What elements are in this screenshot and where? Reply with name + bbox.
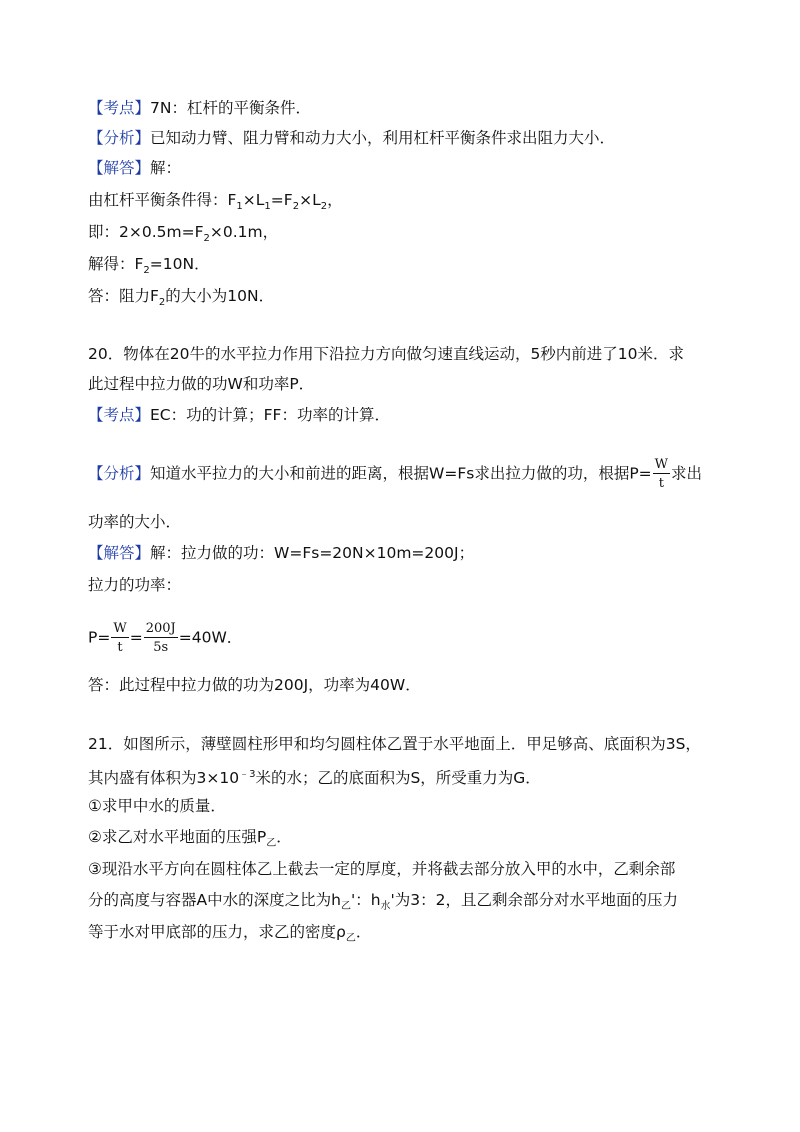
q19-kaodian-line <box>88 97 311 119</box>
fraction-200j-over-5s <box>144 622 178 654</box>
q20-answer: 答：此过程中拉力做的功为200J，功率为40W． <box>88 676 421 694</box>
step3-end: =10N． <box>149 255 210 273</box>
sub: 乙 <box>266 838 277 850</box>
fenxi-text: 知道水平拉力的大小和前进的距离，根据W=Fs求出拉力做的功，根据P= <box>150 464 652 483</box>
q21-item2 <box>88 826 292 855</box>
fenxi-tail: 求出 <box>671 464 703 483</box>
step1-prefix: 由杠杆平衡条件得：F <box>88 191 237 209</box>
step2-prefix: 即：2×0.5m=F <box>88 223 204 241</box>
answer-end: 的大小为10N． <box>165 287 275 305</box>
fraction-numerator: W <box>654 457 669 472</box>
sub: 乙 <box>340 901 351 913</box>
q20-fenxi-line <box>88 458 702 490</box>
item3-line3-a: 等于水对甲底部的压力，求乙的密度ρ <box>88 923 346 941</box>
step1-m2: =F <box>270 191 293 209</box>
sub: 2 <box>158 297 166 309</box>
kaodian-tag: 【考点】 <box>88 99 151 117</box>
fraction-denominator: t <box>117 640 123 655</box>
kaodian-text: 7N：杠杆的平衡条件． <box>150 99 311 117</box>
line2-prefix: 其内盛有体积为3×10 <box>88 769 240 788</box>
fraction-w-over-t <box>653 458 670 490</box>
step1-end: ， <box>327 191 343 209</box>
q21-item3-line3 <box>88 921 371 950</box>
jieda-tag: 【解答】 <box>88 159 151 177</box>
q21-stem-line2 <box>88 764 541 789</box>
sub: 2 <box>203 233 210 245</box>
item3-line2-b: '：h <box>350 891 381 909</box>
sub: 2 <box>143 265 150 277</box>
item2-end: ． <box>276 828 292 846</box>
fraction-denominator: t <box>658 476 664 491</box>
superscript: ﹣3 <box>239 769 256 780</box>
q19-fenxi-line <box>88 127 615 149</box>
q19-jieda-line <box>88 157 181 179</box>
q19-step1 <box>88 189 343 218</box>
q20-power-label: 拉力的功率： <box>88 576 182 594</box>
fraction-w-over-t <box>111 622 128 654</box>
q19-step3 <box>88 253 210 282</box>
q20-stem-line2: 此过程中拉力做的功W和功率P． <box>88 375 315 393</box>
fraction-numerator: W <box>113 621 127 636</box>
q21-stem-line1: 21．如图所示，薄壁圆柱形甲和均匀圆柱体乙置于水平地面上．甲足够高、底面积为3S， <box>88 735 701 753</box>
jieda-text: 解：拉力做的功：W=Fs=20N×10m=200J； <box>150 544 475 562</box>
kaodian-tag: 【考点】 <box>88 406 151 424</box>
q20-fenxi-line2: 功率的大小． <box>88 513 182 531</box>
item3-line3-end: ． <box>355 923 372 941</box>
answer-prefix: 答：阻力F <box>88 287 159 305</box>
step1-m1: ×L <box>242 191 265 209</box>
step2-end: ×0.1m， <box>209 223 279 241</box>
item3-line2-c: '为3：2，且乙剩余部分对水平地面的压力 <box>390 891 679 909</box>
fenxi-text: 已知动力臂、阻力臂和动力大小，利用杠杆平衡条件求出阻力大小． <box>150 129 616 147</box>
q20-kaodian-line <box>88 404 390 426</box>
kaodian-text: EC：功的计算；FF：功率的计算． <box>150 406 390 424</box>
step1-m3: ×L <box>299 191 321 209</box>
q21-item1: ①求甲中水的质量． <box>88 797 226 815</box>
formula-equals: = <box>129 628 143 647</box>
q20-jieda-line <box>88 542 474 564</box>
fenxi-tag: 【分析】 <box>88 464 151 483</box>
jieda-tag: 【解答】 <box>88 544 151 562</box>
q21-item3-line1: ③现沿水平方向在圆柱体乙上截去一定的厚度，并将截去部分放入甲的水中，乙剩余部 <box>88 860 676 878</box>
item3-line2-a: 分的高度与容器A中水的深度之比为h <box>88 891 341 909</box>
sub: 水 <box>380 901 391 913</box>
q19-answer <box>88 285 274 314</box>
fraction-numerator: 200J <box>145 621 176 636</box>
q20-power-formula <box>88 622 242 654</box>
item2-prefix: ②求乙对水平地面的压强P <box>88 828 267 846</box>
formula-end: =40W． <box>178 628 243 647</box>
step3-prefix: 解得：F <box>88 255 144 273</box>
sub: 2 <box>292 201 300 213</box>
line2-end: 米的水；乙的底面积为S，所受重力为G． <box>255 769 541 788</box>
q20-stem-line1: 20．物体在20牛的水平拉力作用下沿拉力方向做匀速直线运动，5秒内前进了10米．求 <box>88 345 685 363</box>
formula-prefix: P= <box>88 628 111 647</box>
q21-item3-line2 <box>88 889 678 918</box>
fenxi-tag: 【分析】 <box>88 129 151 147</box>
fraction-denominator: 5s <box>153 640 169 655</box>
sub: 1 <box>236 201 243 213</box>
q19-step2 <box>88 221 278 250</box>
sub: 乙 <box>345 933 356 945</box>
sub: 1 <box>264 201 271 213</box>
sub: 2 <box>320 201 328 213</box>
jieda-text: 解： <box>150 159 182 177</box>
